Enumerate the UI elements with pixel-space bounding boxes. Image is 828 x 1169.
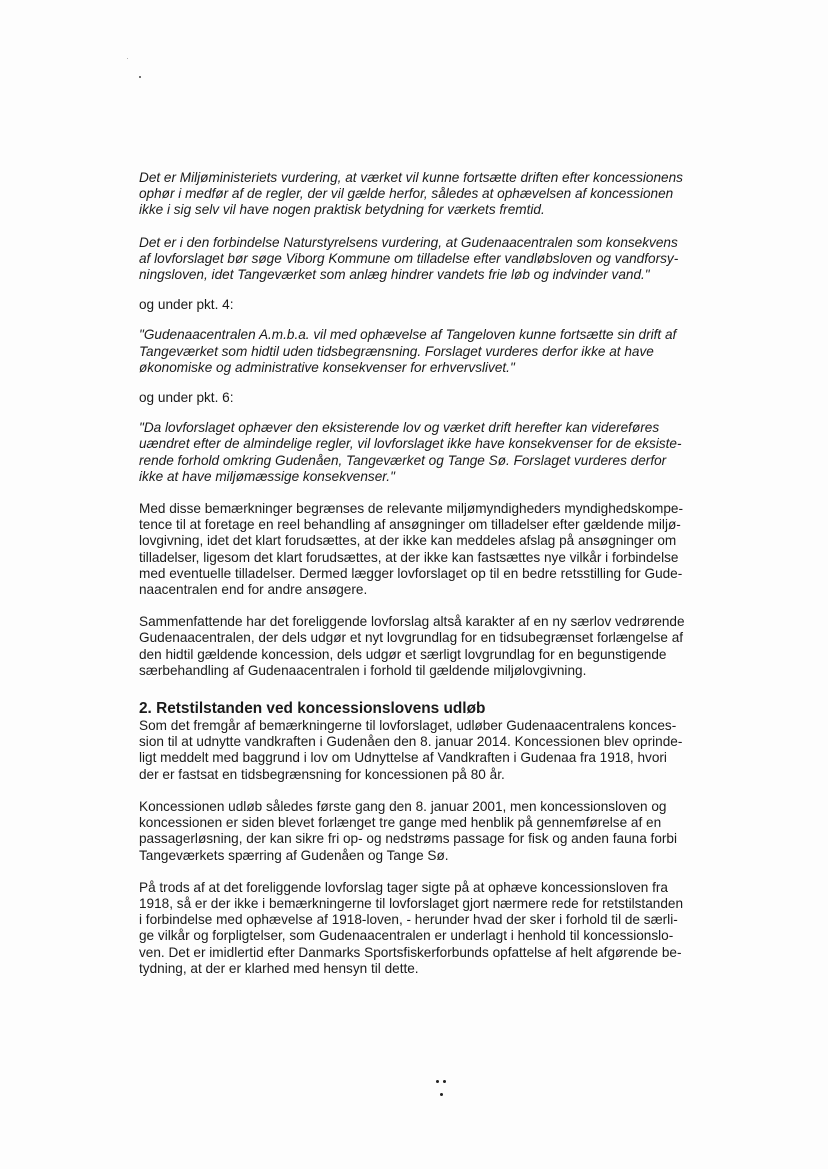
body-paragraph-4: Koncessionen udløb således første gang den 8. januar 2001, men koncessionsloven og koncessionen er siden blevet forlænget tre gange med henblik på gennemførelse af en passagerløsning, der kan sikre fri op- og nedstrøms passage for fisk og anden fauna forbi Tangeværkets spærring af Gudenåen og Tange Sø. [139,798,677,863]
body-paragraph-5: På trods af at det foreliggende lovforslag tager sigte på at ophæve koncessionsloven fra 1918, så er der ikke i bemærkningerne til lovforslaget gjort nærmere rede for retstilstanden i forbindelse med ophævelse af 1918-loven, - herunder hvad der sker i forhold til de særli- ge vilkår og forpligtelser, som Gudenaacentralen er underlagt i henhold til koncessionslo- ven. Det er imidlertid efter Danmarks Sportsfiskerforbunds opfattelse af helt afgørende be- tydning, at der er klarhed med hensyn til dette. [139,879,684,976]
dot [436,1080,439,1083]
dot [443,1080,446,1083]
section-heading: 2. Retstilstanden ved koncessionslovens udløb [139,700,486,718]
scan-speck [127,58,128,59]
section-reference-pkt-4: og under pkt. 4: [139,297,234,313]
continuation-dots [436,1080,450,1100]
body-paragraph-1: Med disse bemærkninger begrænses de relevante miljømyndigheders myndighedskompe- tence til at foretage en reel behandling af ansøgninger om tilladelser efter gældende miljø- lovgivning, idet det klart forudsættes, at der ikke kan meddeles afslag på ansøgninger om tilladelser, ligesom det klart forudsættes, at der ikke kan fastsættes nye vilkår i forbindelse med eventuelle tilladelser. Dermed lægger lovforslaget op til en bedre retsstilling for Gude- naacentralen end for andre ansøgere. [139,501,684,598]
quote-paragraph-2: Det er i den forbindelse Naturstyrelsens vurdering, at Gudenaacentralen som konsekvens af lovforslaget bør søge Viborg Kommune om tilladelse efter vandløbsloven og vandforsy- ningsloven, idet Tangeværket som anlæg hindrer vandets frie løb og indvinder vand." [139,234,679,283]
section-reference-pkt-6: og under pkt. 6: [139,390,234,406]
body-paragraph-2: Sammenfattende har det foreliggende lovforslag altså karakter af en ny særlov vedrørende Gudenaacentralen, der dels udgør et nyt lovgrundlag for en tidsubegrænset forlængelse af den hidtil gældende koncession, dels udgør et særligt lovgrundlag for en begunstigende særbehandling af Gudenaacentralen i forhold til gældende miljølovgivning. [139,614,685,678]
quote-paragraph-3: "Gudenaacentralen A.m.b.a. vil med ophævelse af Tangeloven kunne fortsætte sin drift af Tangeværket som hidtil uden tidsbegrænsning. Forslaget vurderes derfor ikke at have økonomiske og administrative konsekvenser for erhvervslivet." [139,327,677,375]
dot [440,1093,443,1096]
body-paragraph-3: Som det fremgår af bemærkningerne til lovforslaget, udløber Gudenaacentralens konces- sion til at udnytte vandkraften i Gudenåen den 8. januar 2014. Koncessionen blev oprinde- ligt meddelt med baggrund i lov om Udnyttelse af Vandkraften i Gudenaa fra 1918, hvori der er fastsat en tidsbegrænsning for koncessionen på 80 år. [139,718,683,782]
scan-speck [139,76,141,78]
quote-paragraph-4: "Da lovforslaget ophæver den eksisterende lov og værket drift herefter kan videreføres uændret efter de almindelige regler, vil lovforslaget ikke have konsekvenser for de eksiste- rende forhold omkring Gudenåen, Tangeværket og Tange Sø. Forslaget vurderes derfor ikke at have miljømæssige konsekvenser." [139,420,682,484]
document-body [139,170,731,977]
quote-paragraph-1: Det er Miljøministeriets vurdering, at værket vil kunne fortsætte driften efter koncessionens ophør i medfør af de regler, der vil gælde herfor, således at ophævelsen af koncessionen ikke i sig selv vil have nogen praktisk betydning for værkets fremtid. [139,170,683,218]
